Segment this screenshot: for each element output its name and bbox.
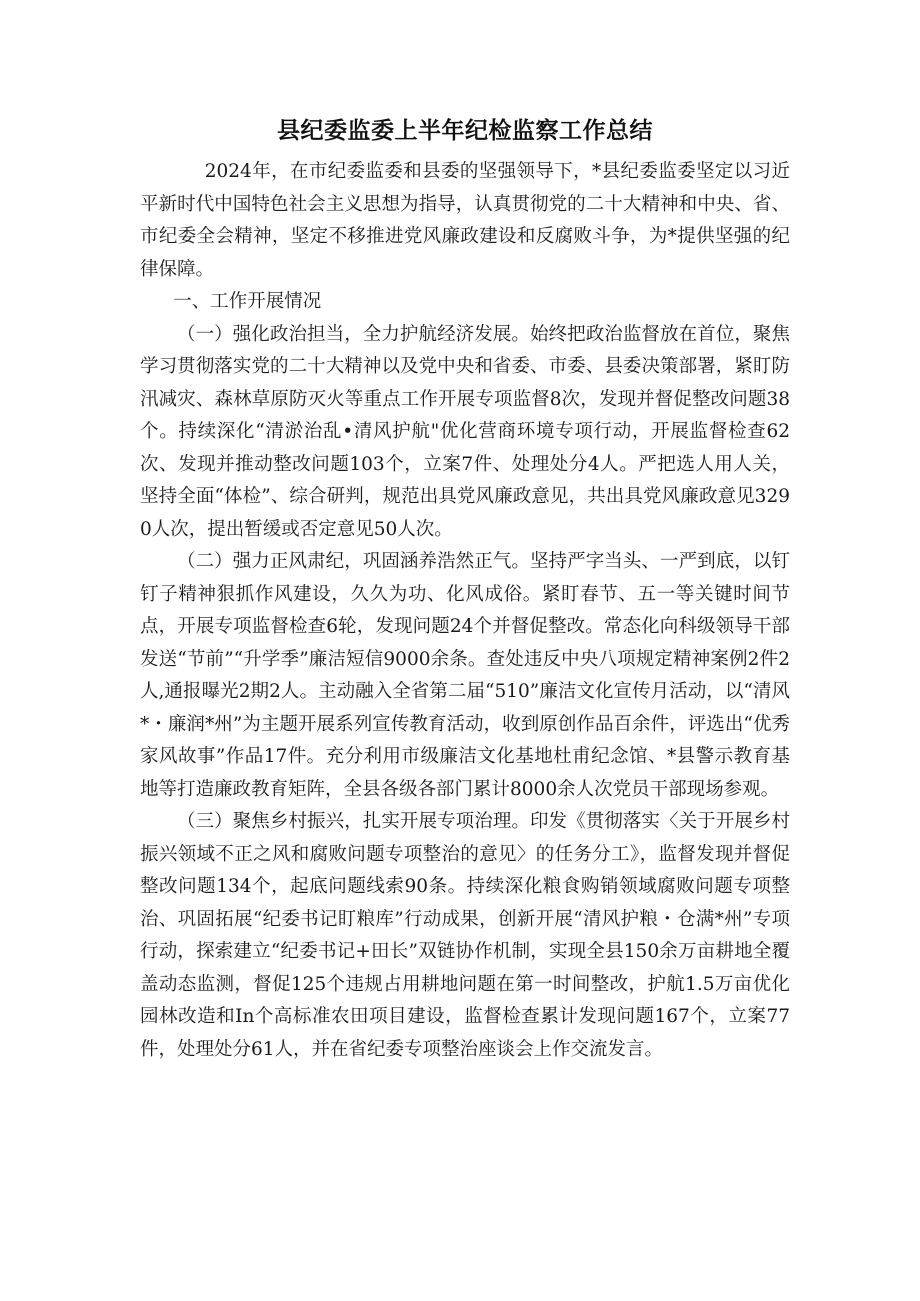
document-page [140, 112, 790, 1066]
document-title: 县纪委监委上半年纪检监察工作总结 [277, 118, 653, 144]
item-paragraph-2 [140, 546, 790, 806]
item-lead-3: （三）聚焦乡村振兴，扎实开展专项治理。 [177, 811, 530, 832]
item-lead-2: （二）强力正风肃纪，巩固涵养浩然正气。 [177, 551, 530, 572]
item-paragraph-3 [140, 806, 790, 1066]
intro-paragraph: 2024年，在市纪委监委和县委的坚强领导下，*县纪委监委坚定以习近平新时代中国特色社会主义思想为指导，认真贯彻党的二十大精神和中央、省、市纪委全会精神，坚定不移推进党风廉政建设和反腐败斗争，为*提供坚强的纪律保障。 [140, 161, 790, 280]
item-body-3: 印发《贯彻落实〈关于开展乡村振兴领域不正之风和腐败问题专项整治的意见〉的任务分工》，监督发现并督促整改问题134个，起底问题线索90条。持续深化粮食购销领域腐败问题专项整治、巩固拓展“纪委书记盯粮库”行动成果，创新开展“清风护粮・仓满*州”专项行动，探索建立“纪委书记+田长”双链协作机制，实现全县150余万亩耕地全覆盖动态监测，督促125个违规占用耕地问题在第一时间整改，护航1.5万亩优化园林改造和In个高标准农田项目建设，监督检查累计发现问题167个，立案77件，处理处分61人，并在省纪委专项整治座谈会上作交流发言。 [140, 811, 790, 1060]
item-paragraph-1 [140, 319, 790, 547]
item-body-2: 坚持严字当头、一严到底，以钉钉子精神狠抓作风建设，久久为功、化风成俗。紧盯春节、五一等关键时间节点，开展专项监督检查6轮，发现问题24个并督促整改。常态化向科级领导干部发送“节前”“升学季”廉洁短信9000余条。查处违反中央八项规定精神案例2件2人,通报曝光2期2人。主动融入全省第二届“510”廉洁文化宣传月活动，以“清风*・廉润*州”为主题开展系列宣传教育活动，收到原创作品百余件，评选出“优秀家风故事”作品17件。充分利用市级廉洁文化基地杜甫纪念馆、*县警示教育基地等打造廉政教育矩阵，全县各级各部门累计8000余人次党员干部现场参观。 [140, 551, 790, 800]
item-body-1: 始终把政治监督放在首位，聚焦学习贯彻落实党的二十大精神以及党中央和省委、市委、县委决策部署，紧盯防汛减灾、森林草原防灭火等重点工作开展专项监督8次，发现并督促整改问题38个。持续深化“清淤治乱•清风护航"优化营商环境专项行动，开展监督检查62次、发现并推动整改问题103个，立案7件、处理处分4人。严把选人用人关，坚持全面“体检”、综合研判，规范出具党风廉政意见，共出具党风廉政意见3290人次，提出暂缓或否定意见50人次。 [140, 323, 790, 540]
section-heading: 一、工作开展情况 [173, 291, 322, 312]
item-lead-1: （一）强化政治担当，全力护航经济发展。 [177, 323, 530, 345]
